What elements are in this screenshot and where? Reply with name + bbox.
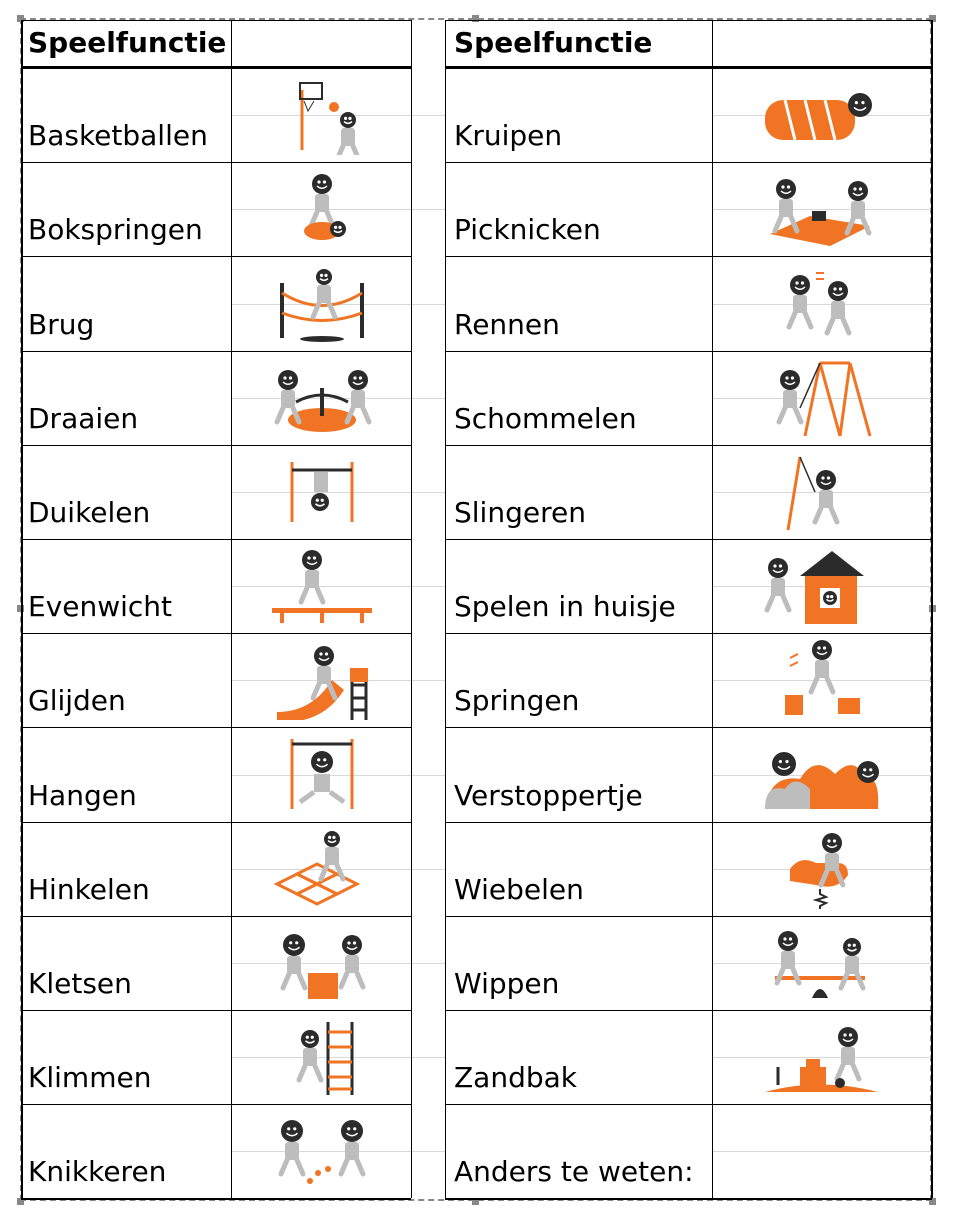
balance-beam-icon bbox=[262, 546, 382, 626]
left-label-8: Hinkelen bbox=[28, 873, 150, 906]
hide-and-seek-icon bbox=[760, 734, 880, 814]
guide-line bbox=[411, 586, 445, 587]
guide-line bbox=[712, 1151, 931, 1152]
left-label-11: Knikkeren bbox=[28, 1155, 167, 1188]
guide-line bbox=[411, 680, 445, 681]
row-border bbox=[445, 445, 932, 446]
marbles-icon bbox=[262, 1111, 382, 1191]
sandbox-icon bbox=[760, 1017, 880, 1097]
column-border bbox=[21, 20, 23, 1198]
column-border bbox=[411, 20, 412, 1198]
right-label-4: Slingeren bbox=[454, 496, 586, 529]
row-border bbox=[21, 633, 411, 634]
right-label-3: Schommelen bbox=[454, 402, 637, 435]
row-border bbox=[21, 1104, 411, 1105]
row-border bbox=[21, 1010, 411, 1011]
header-bottom-border bbox=[21, 66, 411, 69]
column-border bbox=[445, 20, 446, 1198]
row-border bbox=[445, 727, 932, 728]
left-label-3: Draaien bbox=[28, 402, 139, 435]
right-label-10: Zandbak bbox=[454, 1061, 578, 1094]
playhouse-icon bbox=[760, 546, 880, 626]
spring-rider-icon bbox=[760, 829, 880, 909]
picnic-icon bbox=[760, 169, 880, 249]
row-border bbox=[445, 256, 932, 257]
row-border bbox=[21, 822, 411, 823]
right-label-11: Anders te weten: bbox=[454, 1155, 694, 1188]
left-label-4: Duikelen bbox=[28, 496, 151, 529]
header-left: Speelfunctie bbox=[28, 26, 227, 59]
left-label-1: Bokspringen bbox=[28, 213, 203, 246]
row-border bbox=[21, 539, 411, 540]
right-label-7: Verstoppertje bbox=[454, 779, 643, 812]
guide-line bbox=[411, 492, 445, 493]
leapfrog-icon bbox=[262, 169, 382, 249]
right-label-2: Rennen bbox=[454, 308, 560, 341]
guide-line bbox=[411, 398, 445, 399]
swing-icon bbox=[760, 358, 880, 438]
row-border bbox=[445, 633, 932, 634]
crawl-tunnel-icon bbox=[760, 75, 880, 155]
basketball-icon bbox=[262, 75, 382, 155]
row-border bbox=[445, 916, 932, 917]
guide-line bbox=[411, 869, 445, 870]
guide-line bbox=[411, 1057, 445, 1058]
row-border bbox=[445, 162, 932, 163]
right-label-8: Wiebelen bbox=[454, 873, 584, 906]
right-label-1: Picknicken bbox=[454, 213, 601, 246]
left-label-5: Evenwicht bbox=[28, 590, 173, 623]
jumping-icon bbox=[760, 640, 880, 720]
column-border bbox=[931, 20, 933, 1198]
left-label-0: Basketballen bbox=[28, 119, 208, 152]
guide-line bbox=[411, 1151, 445, 1152]
right-label-9: Wippen bbox=[454, 967, 560, 1000]
left-label-10: Klimmen bbox=[28, 1061, 152, 1094]
column-border bbox=[712, 20, 713, 1198]
row-border bbox=[21, 727, 411, 728]
hanging-bar-icon bbox=[262, 734, 382, 814]
left-label-2: Brug bbox=[28, 308, 95, 341]
row-border bbox=[21, 1198, 411, 1200]
row-border bbox=[21, 162, 411, 163]
rope-swing-icon bbox=[760, 452, 880, 532]
guide-line bbox=[411, 963, 445, 964]
left-label-6: Glijden bbox=[28, 684, 126, 717]
seesaw-icon bbox=[760, 923, 880, 1003]
row-border bbox=[21, 445, 411, 446]
column-border bbox=[231, 20, 232, 1198]
guide-line bbox=[411, 209, 445, 210]
left-label-7: Hangen bbox=[28, 779, 137, 812]
guide-line bbox=[411, 775, 445, 776]
chatting-icon bbox=[262, 923, 382, 1003]
slide-icon bbox=[262, 640, 382, 720]
hopscotch-icon bbox=[262, 829, 382, 909]
right-label-5: Spelen in huisje bbox=[454, 590, 676, 623]
row-border bbox=[445, 1010, 932, 1011]
row-border bbox=[445, 822, 932, 823]
table-top-border bbox=[21, 20, 411, 21]
somersault-bar-icon bbox=[262, 452, 382, 532]
table-top-border bbox=[445, 20, 932, 21]
row-border bbox=[445, 351, 932, 352]
row-border bbox=[445, 1104, 932, 1105]
row-border bbox=[21, 351, 411, 352]
row-border bbox=[21, 256, 411, 257]
guide-line bbox=[411, 115, 445, 116]
row-border bbox=[21, 916, 411, 917]
right-label-0: Kruipen bbox=[454, 119, 563, 152]
climbing-ladder-icon bbox=[262, 1017, 382, 1097]
right-label-6: Springen bbox=[454, 684, 580, 717]
left-label-9: Kletsen bbox=[28, 967, 132, 1000]
header-bottom-border bbox=[445, 66, 932, 69]
merry-go-round-icon bbox=[262, 358, 382, 438]
header-right: Speelfunctie bbox=[454, 26, 653, 59]
row-border bbox=[445, 539, 932, 540]
bridge-icon bbox=[262, 263, 382, 343]
running-icon bbox=[760, 263, 880, 343]
guide-line bbox=[411, 304, 445, 305]
row-border bbox=[445, 1198, 932, 1200]
